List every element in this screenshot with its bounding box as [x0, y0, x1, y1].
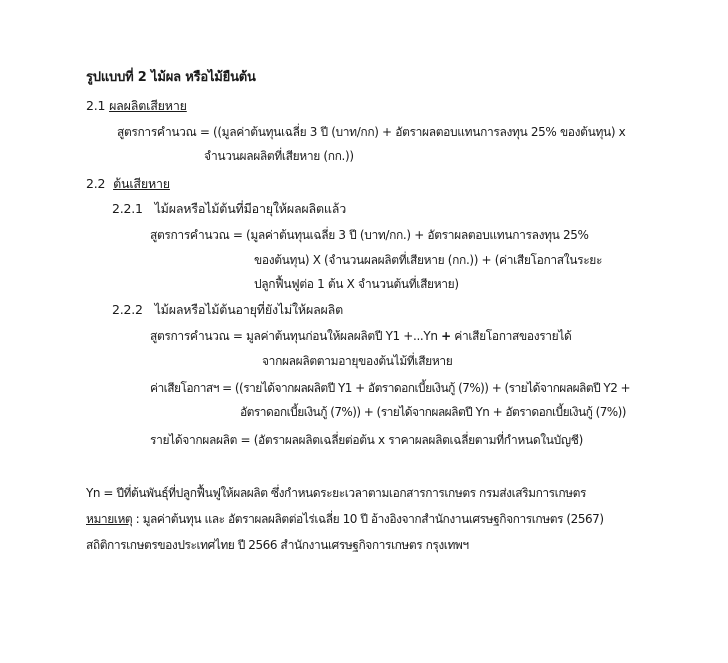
section-heading-text: ไม้ผลหรือไม้ต้นที่มีอายุให้ผลผลิตแล้ว — [154, 201, 347, 216]
section-2-1-heading — [86, 96, 187, 116]
formula-2-2-2-line2: จากผลผลิตตามอายุของต้นไม้ที่เสียหาย — [262, 354, 453, 368]
section-title: รูปแบบที่ 2 ไม้ผล หรือไม้ยืนต้น — [86, 70, 256, 85]
note-line2: สถิติการเกษตรของประเทศไทย ปี 2566 สำนักงานเศรษฐกิจการเกษตร กรุงเทพฯ — [86, 538, 469, 552]
section-number: 2.2 — [86, 176, 106, 191]
formula-2-2-1-line2: ของต้นทุน) X (จำนวนผลผลิตที่เสียหาย (กก.)) + (ค่าเสียโอกาสในระยะ — [254, 253, 603, 267]
formula-text: ค่าเสียโอกาสของรายได้ — [450, 329, 572, 343]
note-line1 — [86, 509, 604, 529]
section-2-2-heading — [86, 174, 170, 194]
section-heading-text: ผลผลิตเสียหาย — [109, 98, 187, 113]
note-text: : มูลค่าต้นทุน และ อัตราผลผลิตต่อไร่เฉลี่ย 10 ปี อ้างอิงจากสำนักงานเศรษฐกิจการเกษตร (2567) — [132, 512, 604, 526]
formula-2-2-1-line3: ปลูกฟื้นฟูต่อ 1 ต้น X จำนวนต้นที่เสียหาย) — [254, 277, 459, 291]
formula-text: สูตรการคำนวณ = มูลค่าต้นทุนก่อนให้ผลผลิตปี Y1 +...Yn — [150, 329, 442, 343]
plus-sign: + — [441, 329, 451, 343]
formula-2-2-1-line1: สูตรการคำนวณ = (มูลค่าต้นทุนเฉลี่ย 3 ปี (บาท/กก.) + อัตราผลตอบแทนการลงทุน 25% — [150, 228, 589, 242]
income-formula: รายได้จากผลผลิต = (อัตราผลผลิตเฉลี่ยต่อต้น x ราคาผลผลิตเฉลี่ยตามที่กำหนดในบัญชี) — [150, 433, 583, 447]
section-number: 2.2.1 — [112, 201, 143, 216]
opportunity-cost-line1: ค่าเสียโอกาสฯ = ((รายได้จากผลผลิตปี Y1 + อัตราดอกเบี้ยเงินกู้ (7%)) + (รายได้จากผลผลิตปี Y2 + — [150, 381, 631, 395]
section-number: 2.2.2 — [112, 302, 143, 317]
section-number: 2.1 — [86, 98, 106, 113]
section-2-2-2-heading — [112, 300, 343, 320]
formula-2-2-2-line1 — [150, 326, 572, 346]
section-2-2-1-heading — [112, 199, 346, 219]
note-label: หมายเหตุ — [86, 512, 133, 526]
formula-2-1-line1: สูตรการคำนวณ = ((มูลค่าต้นทุนเฉลี่ย 3 ปี (บาท/กก) + อัตราผลตอบแทนการลงทุน 25% ของต้นทุน) x — [117, 125, 626, 139]
opportunity-cost-line2: อัตราดอกเบี้ยเงินกู้ (7%)) + (รายได้จากผลผลิตปี Yn + อัตราดอกเบี้ยเงินกู้ (7%)) — [240, 405, 626, 419]
formula-2-1-line2: จำนวนผลผลิตที่เสียหาย (กก.)) — [204, 149, 354, 163]
section-heading-text: ไม้ผลหรือไม้ต้นอายุที่ยังไม่ให้ผลผลิต — [154, 302, 344, 317]
yn-definition: Yn = ปีที่ต้นพันธุ์ที่ปลูกฟื้นฟูให้ผลผลิต ซึ่งกำหนดระยะเวลาตามเอกสารการเกษตร กรมส่งเสริมการเกษตร — [86, 486, 586, 500]
section-heading-text: ต้นเสียหาย — [113, 176, 170, 191]
